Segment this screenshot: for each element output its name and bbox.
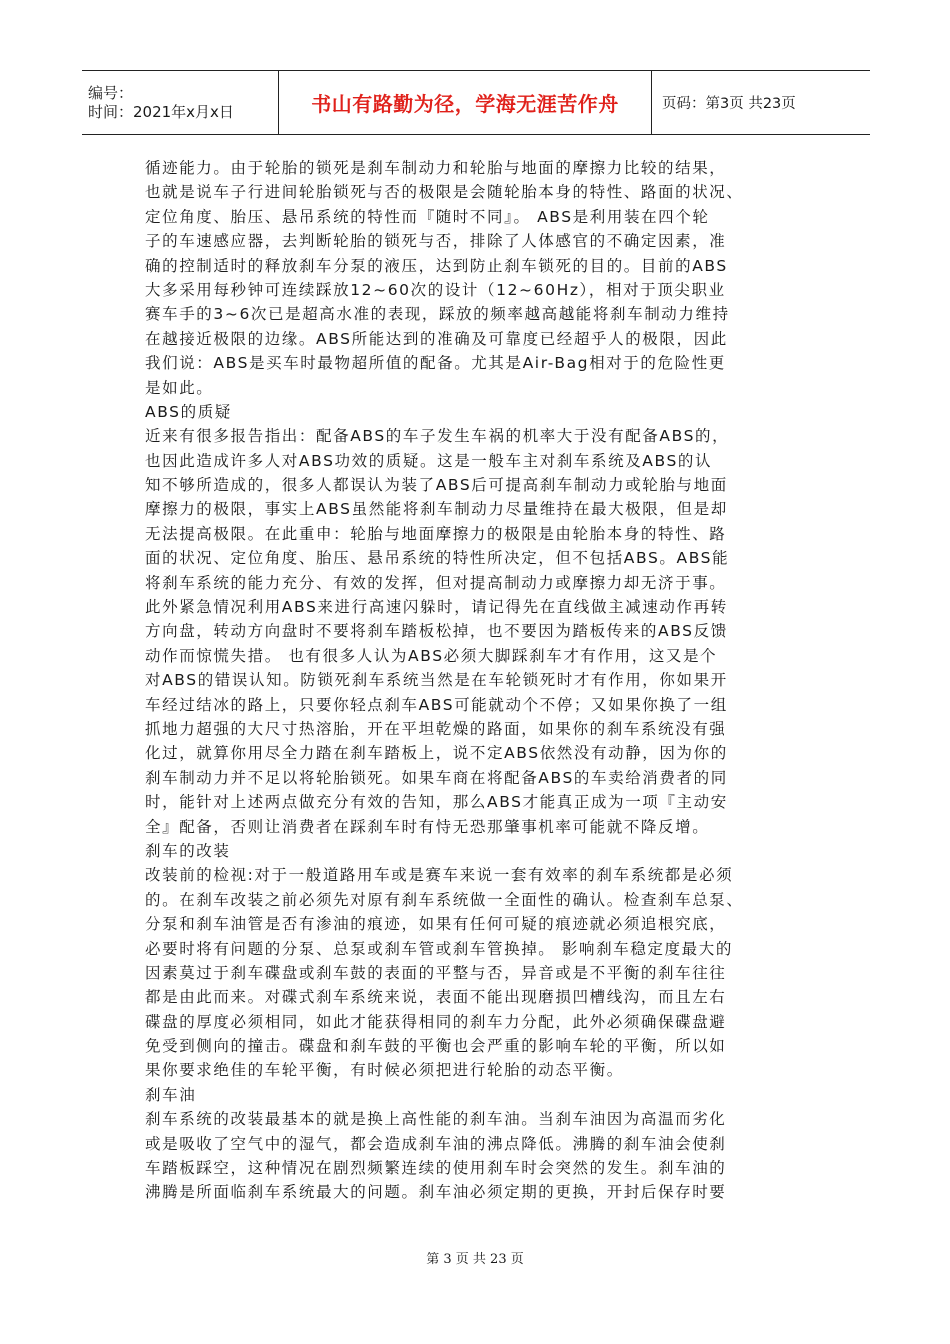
text-line: ABS的质疑 xyxy=(145,402,232,421)
header-page-label: 页码：第3页 共23页 xyxy=(662,96,796,112)
text-line: 动作而惊慌失措。 也有很多人认为ABS必须大脚踩刹车才有作用，这又是个 xyxy=(145,646,718,665)
text-line: 近来有很多报告指出：配备ABS的车子发生车祸的机率大于没有配备ABS的， xyxy=(145,427,730,446)
text-line: 定位角度、胎压、悬吊系统的特性而『随时不同』。 ABS是利用装在四个轮 xyxy=(145,207,710,226)
text-line: 循迹能力。由于轮胎的锁死是刹车制动力和轮胎与地面的摩擦力比较的结果， xyxy=(145,159,727,177)
text-line: 抓地力超强的大尺寸热溶胎，开在平坦乾燥的路面，如果你的刹车系统没有强 xyxy=(145,719,727,738)
text-line: 全』配备，否则让消费者在踩刹车时有恃无恐那肇事机率可能就不降反增。 xyxy=(145,817,710,836)
text-line: 车踏板踩空，这种情况在剧烈频繁连续的使用刹车时会突然的发生。刹车油的 xyxy=(145,1159,727,1178)
text-line: 沸腾是所面临刹车系统最大的问题。刹车油必须定期的更换，开封后保存时要 xyxy=(145,1183,727,1202)
text-line: 免受到侧向的撞击。碟盘和刹车鼓的平衡也会严重的影响车轮的平衡，所以如 xyxy=(145,1037,727,1056)
page-footer: 第 3 页 共 23 页 xyxy=(426,1252,524,1267)
text-line: 在越接近极限的边缘。ABS所能达到的准确及可靠度已经超乎人的极限，因此 xyxy=(145,329,728,348)
text-line: 的。在刹车改装之前必须先对原有刹车系统做一全面性的确认。检查刹车总泵、 xyxy=(145,890,744,909)
text-line: 赛车手的3~6次已是超高水准的表现，踩放的频率越高越能将刹车制动力维持 xyxy=(145,305,730,324)
document-body xyxy=(145,156,805,1205)
page-header xyxy=(82,70,870,135)
text-line: 刹车系统的改装最基本的就是换上高性能的刹车油。当刹车油因为高温而劣化 xyxy=(145,1110,727,1129)
text-line: 此外紧急情况利用ABS来进行高速闪躲时，请记得先在直线做主减速动作再转 xyxy=(145,598,728,617)
header-motto: 书山有路勤为径，学海无涯苦作舟 xyxy=(279,71,652,134)
text-line: 也就是说车子行进间轮胎锁死与否的极限是会随轮胎本身的特性、路面的状况、 xyxy=(145,183,744,202)
text-line: 我们说：ABS是买车时最物超所值的配备。尤其是Air-Bag相对于的危险性更 xyxy=(145,354,726,373)
text-line: 对ABS的错误认知。防锁死刹车系统当然是在车轮锁死时才有作用，你如果开 xyxy=(145,671,728,690)
doc-number-label: 编号： xyxy=(88,83,134,102)
text-line: 无法提高极限。在此重申：轮胎与地面摩擦力的极限是由轮胎本身的特性、路 xyxy=(145,524,727,543)
text-line: 时，能针对上述两点做充分有效的告知，那么ABS才能真正成为一项『主动安 xyxy=(145,793,728,812)
text-line: 刹车油 xyxy=(145,1085,197,1104)
text-line: 也因此造成许多人对ABS功效的质疑。这是一般车主对刹车系统及ABS的认 xyxy=(145,451,713,470)
text-line: 摩擦力的极限，事实上ABS虽然能将刹车制动力尽量维持在最大极限，但是却 xyxy=(145,500,728,519)
text-line: 车经过结冰的路上，只要你轻点刹车ABS可能就动个不停；又如果你换了一组 xyxy=(145,695,728,714)
text-line: 子的车速感应器，去判断轮胎的锁死与否，排除了人体感官的不确定因素，准 xyxy=(145,232,727,251)
text-line: 刹车的改装 xyxy=(145,841,231,860)
text-line: 果你要求绝佳的车轮平衡，有时候必须把进行轮胎的动态平衡。 xyxy=(145,1061,624,1080)
text-line: 或是吸收了空气中的湿气，都会造成刹车油的沸点降低。沸腾的刹车油会使刹 xyxy=(145,1134,727,1153)
text-line: 面的状况、定位角度、胎压、悬吊系统的特性所决定，但不包括ABS。ABS能 xyxy=(145,549,730,568)
text-line: 刹车制动力并不足以将轮胎锁死。如果车商在将配备ABS的车卖给消费者的同 xyxy=(145,768,728,787)
text-line: 改装前的检视:对于一般道路用车或是赛车来说一套有效率的刹车系统都是必须 xyxy=(145,866,734,885)
doc-time-label: 时间：2021年x月x日 xyxy=(88,102,234,121)
text-line: 是如此。 xyxy=(145,378,214,397)
text-line: 都是由此而来。对碟式刹车系统来说，表面不能出现磨损凹槽线沟，而且左右 xyxy=(145,988,727,1007)
text-line: 将刹车系统的能力充分、有效的发挥，但对提高制动力或摩擦力却无济于事。 xyxy=(145,573,727,592)
text-line: 化过，就算你用尽全力踏在刹车踏板上，说不定ABS依然没有动静，因为你的 xyxy=(145,744,728,763)
text-line: 碟盘的厚度必须相同，如此才能获得相同的刹车力分配，此外必须确保碟盘避 xyxy=(145,1012,727,1031)
text-line: 因素莫过于刹车碟盘或刹车鼓的表面的平整与否，异音或是不平衡的刹车往往 xyxy=(145,963,727,982)
text-line: 必要时将有问题的分泵、总泵或刹车管或刹车管换掉。 影响刹车稳定度最大的 xyxy=(145,939,733,958)
text-line: 知不够所造成的，很多人都误认为装了ABS后可提高刹车制动力或轮胎与地面 xyxy=(145,476,728,495)
text-line: 确的控制适时的释放刹车分泵的液压，达到防止刹车锁死的目的。目前的ABS xyxy=(145,256,728,275)
text-line: 方向盘，转动方向盘时不要将刹车踏板松掉，也不要因为踏板传来的ABS反馈 xyxy=(145,622,728,641)
text-line: 大多采用每秒钟可连续踩放12~60次的设计（12~60Hz），相对于顶尖职业 xyxy=(145,280,726,299)
header-meta xyxy=(82,71,279,134)
text-line: 分泵和刹车油管是否有渗油的痕迹，如果有任何可疑的痕迹就必须追根究底， xyxy=(145,915,727,934)
